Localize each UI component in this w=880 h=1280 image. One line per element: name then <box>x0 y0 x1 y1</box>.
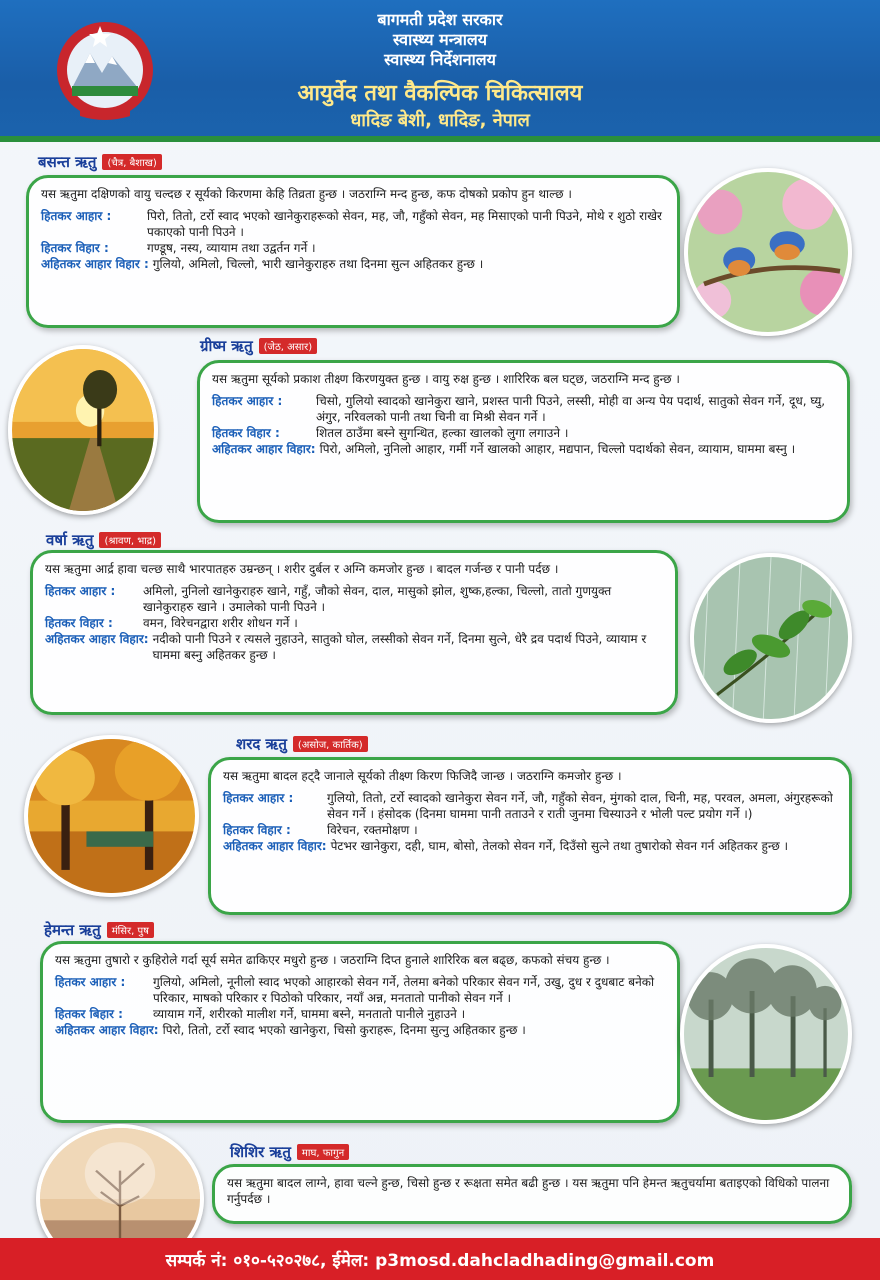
row-label: हितकर बिहार : <box>55 1007 123 1021</box>
row-label: अहितकर आहार विहार: <box>212 442 316 456</box>
ministry-name: स्वास्थ्य मन्त्रालय <box>392 30 488 49</box>
contact-footer <box>0 1238 880 1280</box>
lifestyle-row <box>212 425 835 441</box>
season-title-grishma <box>200 336 317 356</box>
row-text: गण्डूष, नस्य, व्यायाम तथा उद्वर्तन गर्ने । <box>147 241 316 255</box>
hospital-title: आयुर्वेद तथा वैकल्पिक चिकित्सालय <box>297 81 583 106</box>
season-months-badge: (चैत्र, बैशाख) <box>102 154 161 170</box>
row-text: गुलियो, अमिलो, नूनीलो स्वाद भएको आहारको सेवन गर्ने, तेलमा बनेको परिकार सेवन गर्ने, उखु, दुध र दुधबाट बनेको परिकार, माषको परिकार र पिठोको परिकार, नयाँ अन्न, मनतातो पानीको सेवन गर्ने । <box>153 975 655 1005</box>
row-label: हितकर आहार : <box>223 791 294 805</box>
season-card-sharad <box>208 757 852 915</box>
season-intro: यस ऋतुमा सूर्यको प्रकाश तीक्ष्ण किरणयुक्त हुन्छ । वायु रुक्ष हुन्छ । शारिरिक बल घट्छ, जठराग्नि मन्द हुन्छ । <box>212 372 680 386</box>
season-intro: यस ऋतुमा दक्षिणको वायु चल्दछ र सूर्यको किरणमा केहि तिव्रता हुन्छ । जठराग्नि मन्द हुन्छ, कफ दोषको प्रकोप हुन थाल्छ । <box>41 187 572 201</box>
avoid-row <box>212 441 835 457</box>
page-header <box>0 0 880 140</box>
season-title-sharad <box>236 734 368 754</box>
lifestyle-row <box>55 1006 665 1022</box>
autumn-trees-image <box>24 735 199 897</box>
rainy-leaves-image <box>690 553 852 723</box>
row-label: अहितकर आहार विहार: <box>223 839 327 853</box>
season-intro: यस ऋतुमा तुषारो र कुहिरोले गर्दा सूर्य समेत ढाकिएर मधुरो हुन्छ । जठराग्नि दिप्त हुनाले शारिरिक बल बढ्छ, कफको संचय हुन्छ । <box>55 953 610 967</box>
row-label: हितकर विहार : <box>212 426 280 440</box>
avoid-row <box>45 631 663 663</box>
season-name: वर्षा ऋतु <box>46 531 94 549</box>
row-text: पिरो, तितो, टर्रो स्वाद भएको खानेकुरा, चिसो कुराहरू, दिनमा सुत्नु अहितकार हुन्छ । <box>162 1023 526 1037</box>
diet-row <box>55 974 665 1006</box>
row-text: व्यायाम गर्ने, शरीरको मालीश गर्ने, घाममा बस्ने, मनतातो पानीले नुहाउने । <box>153 1007 466 1021</box>
row-text: वमन, विरेचनद्वारा शरीर शोधन गर्ने । <box>143 616 298 630</box>
row-label: अहितकर आहार विहार : <box>41 257 149 271</box>
summer-sunset-image <box>8 345 158 515</box>
season-months-badge: (असोज, कार्तिक) <box>293 736 368 752</box>
diet-row <box>223 790 837 822</box>
season-intro: यस ऋतुमा आर्द्र हावा चल्छ साथै भारपातहरु उम्रन्छन् । शरीर दुर्बल र अग्नि कमजोर हुन्छ । बादल गर्जन्छ र पानी पर्दछ । <box>45 562 559 576</box>
directorate-name: स्वास्थ्य निर्देशनालय <box>384 50 496 69</box>
header-divider <box>0 136 880 142</box>
avoid-row <box>41 256 665 272</box>
row-text: गुलियो, तितो, टर्रो स्वादको खानेकुरा सेवन गर्ने, जौ, गहुँको सेवन, मुंगको दाल, चिनी, मह, परवल, अमला, अंगुरहरूको सेवन गर्ने । हंसोदक (दिनमा घाममा पानी तताउने र राती जुनमा चिस्याउने र भोली पल्ट प्रयोग गर्ने ।) <box>327 791 833 821</box>
diet-row <box>212 393 835 425</box>
lifestyle-row <box>45 615 663 631</box>
hospital-address: धादिङ बेशी, धादिङ, नेपाल <box>350 110 530 131</box>
row-text: चिसो, गुलियो स्वादको खानेकुरा खाने, प्रशस्त पानी पिउने, लस्सी, मोही वा अन्य पेय पदार्थ, सातुको सेवन गर्ने, दूध, घ्यु, अंगुर, नरिवलको पानी तथा चिनी वा मिश्री सेवन गर्ने । <box>316 394 826 424</box>
season-card-grishma <box>197 360 850 523</box>
season-name: शिशिर ऋतु <box>230 1143 291 1161</box>
row-label: हितकर आहार : <box>41 209 112 223</box>
season-intro: यस ऋतुमा बादल लाग्ने, हावा चल्ने हुन्छ, चिसो हुन्छ र रूक्षता समेत बढी हुन्छ । यस ऋतुमा पनि हेमन्त ऋतुचर्यामा बताइएको विधिको पालना गर्नुपर्दछ । <box>227 1176 830 1206</box>
season-card-shishir <box>212 1164 852 1224</box>
row-label: हितकर आहार : <box>45 584 116 598</box>
govt-name: बागमती प्रदेश सरकार <box>377 10 503 29</box>
season-title-hemanta <box>44 920 154 940</box>
season-name: बसन्त ऋतु <box>38 153 97 171</box>
row-text: पेटभर खानेकुरा, दही, घाम, बोसो, तेलको सेवन गर्ने, दिउँसो सुत्ने तथा तुषारोको सेवन गर्न अहितकर हुन्छ । <box>330 839 789 853</box>
lifestyle-row <box>41 240 665 256</box>
row-label: हितकर आहार : <box>55 975 126 989</box>
row-label: अहितकर आहार विहार: <box>45 632 149 646</box>
row-label: हितकर विहार : <box>41 241 109 255</box>
season-name: शरद ऋतु <box>236 735 287 753</box>
season-months-badge: (जेठ, असार) <box>259 338 317 354</box>
season-months-badge: (श्रावण, भाद्र) <box>99 532 161 548</box>
row-text: नदीको पानी पिउने र त्यसले नुहाउने, सातुको घोल, लस्सीको सेवन गर्ने, दिनमा सुत्ने, धेरै द्रव पदार्थ पिउने, व्यायाम र घाममा बस्नु अहितकर हुन्छ । <box>152 632 647 662</box>
row-text: गुलियो, अमिलो, चिल्लो, भारी खानेकुराहरु तथा दिनमा सुत्न अहितकर हुन्छ । <box>152 257 484 271</box>
season-name: हेमन्त ऋतु <box>44 921 101 939</box>
season-title-shishir <box>230 1142 349 1162</box>
season-card-hemanta <box>40 941 680 1123</box>
row-label: हितकर आहार : <box>212 394 283 408</box>
spring-birds-image <box>684 168 852 336</box>
row-text: अमिलो, नुनिलो खानेकुराहरु खाने, गहुँ, जौको सेवन, दाल, मासुको झोल, शुष्क,हल्का, चिल्लो, तातो गुणयुक्त खानेकुराहरु खाने । उमालेको पानी पिउने । <box>143 584 612 614</box>
season-card-basanta <box>26 175 680 328</box>
avoid-row <box>223 838 837 854</box>
row-text: पिरो, अमिलो, नुनिलो आहार, गर्मी गर्ने खालको आहार, मद्यपान, चिल्लो पदार्थको सेवन, व्यायाम, घाममा बस्नु । <box>319 442 796 456</box>
row-label: हितकर विहार : <box>223 823 291 837</box>
season-name: ग्रीष्म ऋतु <box>200 337 253 355</box>
season-title-barsha <box>46 530 161 550</box>
lifestyle-row <box>223 822 837 838</box>
government-emblem-icon <box>50 18 160 123</box>
season-title-basanta <box>38 152 162 172</box>
foggy-trees-image <box>680 944 852 1124</box>
diet-row <box>45 583 663 615</box>
diet-row <box>41 208 665 240</box>
season-card-barsha <box>30 550 678 715</box>
row-text: शितल ठाउँमा बस्ने सुगन्धित, हल्का खालको लुगा लगाउने । <box>316 426 569 440</box>
row-label: अहितकर आहार विहार: <box>55 1023 159 1037</box>
avoid-row <box>55 1022 665 1038</box>
season-months-badge: मंसिर, पुष <box>107 922 154 938</box>
season-months-badge: माघ, फागुन <box>297 1144 349 1160</box>
row-label: हितकर विहार : <box>45 616 113 630</box>
contact-text: सम्पर्क नं: ०१०-५२०२७८, ईमेल: p3mosd.dahcladhading@gmail.com <box>165 1250 715 1271</box>
row-text: विरेचन, रक्तमोक्षण । <box>327 823 418 837</box>
season-intro: यस ऋतुमा बादल हट्दै जानाले सूर्यको तीक्ष्ण किरण फिजिदै जान्छ । जठराग्नि कमजोर हुन्छ । <box>223 769 622 783</box>
row-text: पिरो, तितो, टर्रो स्वाद भएको खानेकुराहरूको सेवन, मह, जौ, गहुँको सेवन, मह मिसाएको पानी पिउने, मोथे र शुठो राखेर पकाएको पानी पिउने । <box>147 209 662 239</box>
